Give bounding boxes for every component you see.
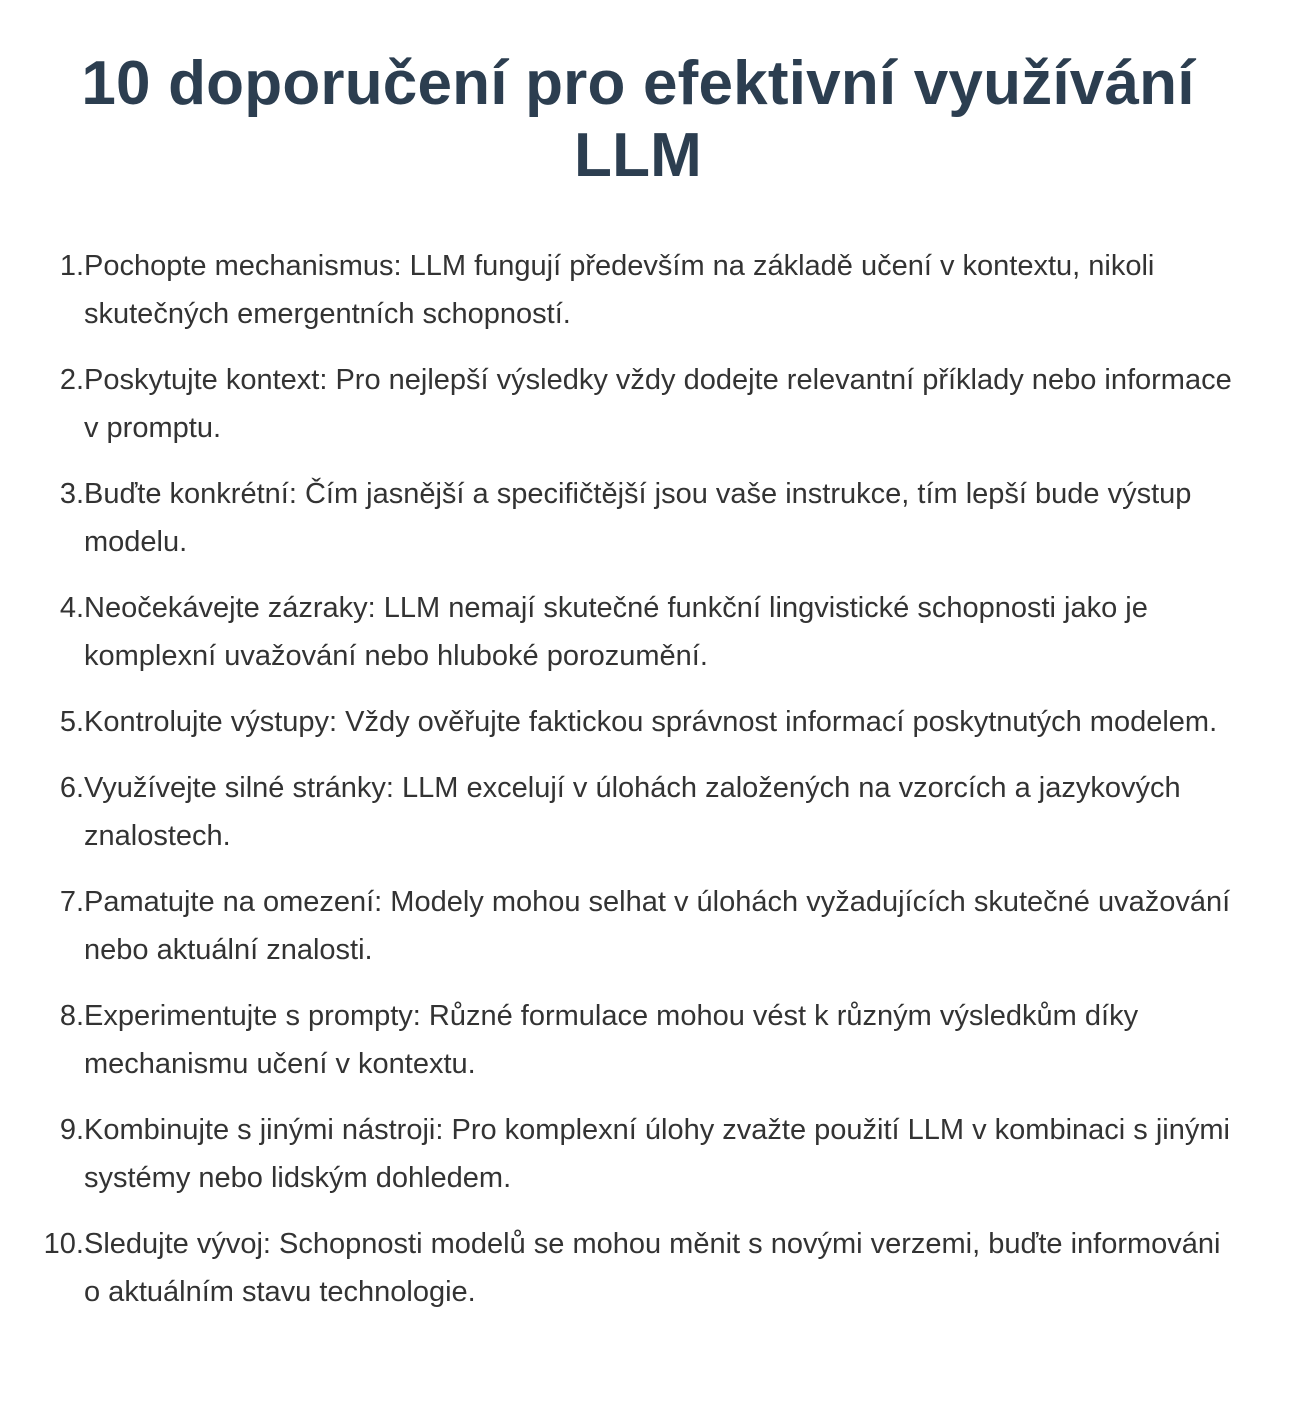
list-item-number: 10. xyxy=(43,1228,84,1260)
list-item-number: 2. xyxy=(59,364,84,396)
list-item xyxy=(40,1106,1236,1202)
list-item-text: Kontrolujte výstupy: Vždy ověřujte faktickou správnost informací poskytnutých modelem. xyxy=(84,706,1218,738)
list-item-number: 8. xyxy=(59,1000,84,1032)
list-item-text: Pamatujte na omezení: Modely mohou selhat v úlohách vyžadujících skutečné uvažování nebo aktuální znalosti. xyxy=(84,886,1231,966)
list-item-text: Kombinujte s jinými nástroji: Pro komplexní úlohy zvažte použití LLM v kombinaci s jinými systémy nebo lidským dohledem. xyxy=(84,1114,1230,1194)
list-item-number: 5. xyxy=(59,706,84,738)
list-item xyxy=(40,764,1236,860)
list-item xyxy=(40,698,1236,746)
list-item xyxy=(40,1220,1236,1316)
list-item-text: Neočekávejte zázraky: LLM nemají skutečné funkční lingvistické schopnosti jako je komplexní uvažování nebo hluboké porozumění. xyxy=(84,592,1148,672)
list-item xyxy=(40,584,1236,680)
list-item-number: 7. xyxy=(59,886,84,918)
list-item-number: 1. xyxy=(59,250,84,282)
list-item-text: Pochopte mechanismus: LLM fungují především na základě učení v kontextu, nikoli skutečných emergentních schopností. xyxy=(84,250,1155,330)
list-item-number: 4. xyxy=(59,592,84,624)
list-item-text: Poskytujte kontext: Pro nejlepší výsledky vždy dodejte relevantní příklady nebo informace v promptu. xyxy=(84,364,1232,444)
list-item xyxy=(40,878,1236,974)
list-item xyxy=(40,992,1236,1088)
recommendations-list xyxy=(40,242,1236,1316)
list-item-number: 6. xyxy=(59,772,84,804)
list-item xyxy=(40,242,1236,338)
list-item-text: Buďte konkrétní: Čím jasnější a specifičtější jsou vaše instrukce, tím lepší bude výstup modelu. xyxy=(84,478,1192,558)
list-item xyxy=(40,356,1236,452)
list-item xyxy=(40,470,1236,566)
list-item-number: 9. xyxy=(59,1114,84,1146)
list-item-text: Sledujte vývoj: Schopnosti modelů se mohou měnit s novými verzemi, buďte informováni o aktuálním stavu technologie. xyxy=(84,1228,1221,1308)
list-item-number: 3. xyxy=(59,478,84,510)
list-item-text: Experimentujte s prompty: Různé formulace mohou vést k různým výsledkům díky mechanismu učení v kontextu. xyxy=(84,1000,1139,1080)
page-title: 10 doporučení pro efektivní využívání LLM xyxy=(81,49,1195,190)
list-item-text: Využívejte silné stránky: LLM excelují v úlohách založených na vzorcích a jazykových znalostech. xyxy=(84,772,1181,852)
